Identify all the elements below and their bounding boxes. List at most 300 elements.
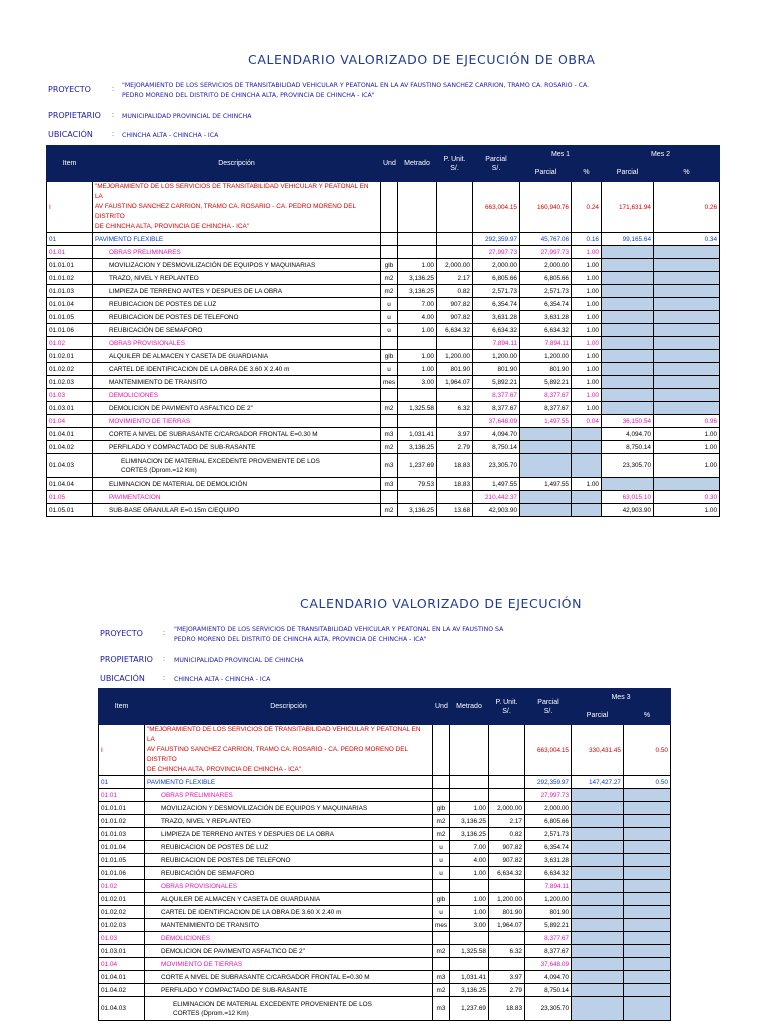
row-description: REUBICACION DE POSTES DE LUZ — [93, 298, 381, 311]
row-description: REUBICACION DE POSTES DE LUZ — [145, 841, 433, 854]
table-row — [99, 841, 671, 854]
row-item: 01.01.03 — [99, 828, 145, 841]
row-description: CARTEL DE IDENTIFICACION DE LA OBRA DE 3.60 X 2.40 m — [145, 906, 433, 919]
row-und: m2 — [381, 402, 398, 415]
row-m1-parcial: 2,000.00 — [520, 259, 572, 272]
row-m1-pct: 1.00 — [572, 337, 602, 350]
row-description: OBRAS PRELIMINARES — [145, 789, 433, 802]
row-und: m2 — [433, 984, 450, 997]
propietario-text: MUNICIPALIDAD PROVINCIAL DE CHINCHA — [122, 113, 252, 120]
table-row — [47, 389, 720, 402]
row-m3-parcial — [572, 893, 624, 906]
row-item: 01.01.04 — [99, 841, 145, 854]
row-parcial: 292,359.97 — [473, 233, 520, 246]
row-punit — [437, 389, 473, 402]
row-description: MOVIMIENTO DE TIERRAS — [93, 415, 381, 428]
row-parcial: 2,000.00 — [473, 259, 520, 272]
row-parcial: 1,497.55 — [473, 478, 520, 491]
header-descripcion: Descripción — [93, 146, 381, 182]
header-parcial-line2: S/. — [543, 707, 553, 715]
row-m2-parcial — [602, 389, 654, 402]
table-row — [99, 880, 671, 893]
row-item: 01.03 — [99, 932, 145, 945]
row-item: 01.01.01 — [47, 259, 93, 272]
row-description: MOVIMIENTO DE TIERRAS — [145, 958, 433, 971]
row-und: m3 — [381, 428, 398, 441]
row-m3-parcial — [572, 997, 624, 1021]
row-metrado: 4.00 — [450, 854, 489, 867]
row-metrado: 7.00 — [450, 841, 489, 854]
row-m2-parcial — [602, 272, 654, 285]
row-parcial: 23,305.70 — [525, 997, 572, 1021]
row-und: m2 — [381, 285, 398, 298]
row-m3-parcial — [572, 802, 624, 815]
row-parcial: 6,634.32 — [473, 324, 520, 337]
row-und: u — [381, 324, 398, 337]
header-punit-line2: S/. — [502, 707, 511, 715]
cell-empty — [450, 725, 489, 776]
row-m2-pct: 1.00 — [654, 504, 720, 517]
row-item: 01 — [47, 233, 93, 246]
row-punit: 6,634.32 — [437, 324, 473, 337]
row-metrado — [398, 337, 437, 350]
row-description: CORTE A NIVEL DE SUBRASANTE C/CARGADOR FRONTAL E=0.30 M — [145, 971, 433, 984]
row-parcial: 7,894.11 — [473, 337, 520, 350]
table-row — [99, 984, 671, 997]
colon: : — [112, 112, 114, 119]
row-und — [433, 958, 450, 971]
row-description: PAVIMENTO FLEXIBLE — [145, 776, 433, 789]
row-punit — [437, 337, 473, 350]
row-m2-pct — [654, 298, 720, 311]
row-parcial: 6,634.32 — [525, 867, 572, 880]
row-m3-parcial — [572, 867, 624, 880]
propietario-text: MUNICIPALIDAD PROVINCIAL DE CHINCHA — [174, 657, 304, 664]
row-description: REUBICACIÓN DE SEMAFORO — [145, 867, 433, 880]
row-metrado — [450, 880, 489, 893]
table-row — [47, 478, 720, 491]
row-und — [433, 932, 450, 945]
row-description: OBRAS PROVISIONALES — [145, 880, 433, 893]
project-desc-line1: "MEJORAMIENTO DE LOS SERVICIOS DE TRANSITABILIDAD VEHICULAR Y PEATONAL EN LA — [95, 183, 369, 200]
table-row — [47, 324, 720, 337]
row-m3-pct — [624, 906, 671, 919]
row-m3-pct — [624, 867, 671, 880]
row-description: CARTEL DE IDENTIFICACION DE LA OBRA DE 3.60 X 2.40 m — [93, 363, 381, 376]
row-description: MOVILIZACION Y DESMOVILIZACIÓN DE EQUIPOS Y MAQUINARIAS — [145, 802, 433, 815]
row-description: LIMPIEZA DE TERRENO ANTES Y DESPUES DE LA OBRA — [145, 828, 433, 841]
row-punit: 6.32 — [437, 402, 473, 415]
row-item: 01.04.03 — [99, 997, 145, 1021]
row-m1-parcial: 5,892.21 — [520, 376, 572, 389]
row-m1-parcial: 1,497.55 — [520, 415, 572, 428]
row-punit: 13.68 — [437, 504, 473, 517]
row-item: 01.02.01 — [47, 350, 93, 363]
row-und: m2 — [381, 441, 398, 454]
table-row — [47, 504, 720, 517]
table-row — [99, 789, 671, 802]
row-m1-parcial: 6,354.74 — [520, 298, 572, 311]
row-metrado: 3,136.25 — [450, 984, 489, 997]
table-row — [99, 815, 671, 828]
row-m3-pct — [624, 815, 671, 828]
row-m1-parcial: 6,805.66 — [520, 272, 572, 285]
table-row — [99, 997, 671, 1021]
row-parcial: 6,354.74 — [473, 298, 520, 311]
table-row — [47, 491, 720, 504]
row-m2-pct — [654, 285, 720, 298]
row-metrado — [398, 233, 437, 246]
row-m3-pct — [624, 893, 671, 906]
row-metrado — [450, 958, 489, 971]
row-punit: 2,000.00 — [489, 802, 525, 815]
row-parcial: 5,892.21 — [473, 376, 520, 389]
row-m2-parcial — [602, 324, 654, 337]
row-und: m3 — [433, 971, 450, 984]
cell-empty — [381, 182, 398, 233]
row-m1-parcial: 27,997.73 — [520, 246, 572, 259]
row-und: u — [381, 363, 398, 376]
table-row — [47, 376, 720, 389]
row-item: 01.01.04 — [47, 298, 93, 311]
header-mes1-pct: % — [572, 164, 602, 182]
row-m3-pct — [624, 880, 671, 893]
row-punit — [437, 246, 473, 259]
project-mes3-pct: 0.50 — [624, 725, 671, 776]
row-m3-pct: 0.50 — [624, 776, 671, 789]
row-m3-parcial — [572, 815, 624, 828]
row-m1-pct: 1.00 — [572, 311, 602, 324]
row-description: DEMOLICIONES — [145, 932, 433, 945]
row-item: 01.01.01 — [99, 802, 145, 815]
row-und: glb — [381, 350, 398, 363]
row-item: 01.01.02 — [47, 272, 93, 285]
row-metrado: 1,325.58 — [398, 402, 437, 415]
row-item: 01.01.03 — [47, 285, 93, 298]
row-metrado: 1.00 — [398, 324, 437, 337]
row-m1-pct — [572, 428, 602, 441]
row-metrado: 79.53 — [398, 478, 437, 491]
row-item: 01.01.02 — [99, 815, 145, 828]
row-description: MANTENIMIENTO DE TRANSITO — [145, 919, 433, 932]
row-item: 01.04.04 — [47, 478, 93, 491]
row-parcial: 8,377.67 — [473, 389, 520, 402]
row-parcial: 3,631.28 — [525, 854, 572, 867]
row-m1-pct — [572, 454, 602, 478]
project-row — [47, 182, 720, 233]
row-description: PAVIMENTO FLEXIBLE — [93, 233, 381, 246]
row-parcial: 8,750.14 — [525, 984, 572, 997]
row-punit: 907.82 — [437, 298, 473, 311]
row-m2-pct — [654, 389, 720, 402]
header-punit-line2: S/. — [450, 164, 459, 172]
row-m1-pct: 1.00 — [572, 402, 602, 415]
row-punit: 18.83 — [437, 454, 473, 478]
table-row — [47, 441, 720, 454]
row-m2-parcial — [602, 478, 654, 491]
table-row — [47, 350, 720, 363]
row-m3-parcial — [572, 880, 624, 893]
row-m2-parcial — [602, 337, 654, 350]
row-m1-parcial: 3,631.28 — [520, 311, 572, 324]
row-metrado: 3,136.25 — [398, 272, 437, 285]
row-item: 01.04.03 — [47, 454, 93, 478]
table-row — [99, 971, 671, 984]
row-item: 01.05.01 — [47, 504, 93, 517]
row-punit — [437, 233, 473, 246]
row-description: REUBICACION DE POSTES DE TELEFONO — [145, 854, 433, 867]
table-row — [99, 893, 671, 906]
row-m3-parcial — [572, 789, 624, 802]
table-row — [99, 932, 671, 945]
row-parcial: 4,094.70 — [473, 428, 520, 441]
row-metrado: 1,237.69 — [398, 454, 437, 478]
row-desc-line1: ELIMINACION DE MATERIAL EXCEDENTE PROVENIENTE DE LOS — [173, 1000, 372, 1008]
row-m1-parcial — [520, 454, 572, 478]
row-description: ELIMINACION DE MATERIAL DE DEMOLICIÓN — [93, 478, 381, 491]
colon: : — [163, 675, 165, 682]
row-m3-parcial — [572, 919, 624, 932]
row-punit: 801.90 — [437, 363, 473, 376]
sheet-title: CALENDARIO VALORIZADO DE EJECUCIÓN DE OBRA — [248, 52, 596, 67]
row-punit: 1,964.07 — [489, 919, 525, 932]
row-item: 01.02.03 — [99, 919, 145, 932]
row-m3-pct — [624, 841, 671, 854]
row-m2-parcial: 42,903.90 — [602, 504, 654, 517]
row-punit: 2,000.00 — [437, 259, 473, 272]
row-metrado: 4.00 — [398, 311, 437, 324]
header-item: Item — [99, 689, 145, 725]
row-und — [381, 491, 398, 504]
row-parcial: 2,571.73 — [525, 828, 572, 841]
row-m2-pct — [654, 478, 720, 491]
row-m2-parcial: 4,094.70 — [602, 428, 654, 441]
header-parcial-line2: S/. — [491, 164, 501, 172]
row-m2-parcial — [602, 285, 654, 298]
row-punit — [437, 415, 473, 428]
row-m2-pct: 1.00 — [654, 454, 720, 478]
row-item: 01.03.01 — [99, 945, 145, 958]
row-parcial: 42,903.90 — [473, 504, 520, 517]
row-parcial: 4,094.70 — [525, 971, 572, 984]
row-parcial: 3,631.28 — [473, 311, 520, 324]
project-item: I — [99, 725, 145, 776]
header-punit — [489, 689, 525, 725]
row-m1-pct: 1.00 — [572, 285, 602, 298]
row-m1-pct: 1.00 — [572, 259, 602, 272]
row-m1-parcial: 1,497.55 — [520, 478, 572, 491]
row-metrado: 1,325.58 — [450, 945, 489, 958]
header-punit — [437, 146, 473, 182]
row-m3-parcial — [572, 906, 624, 919]
row-metrado — [450, 932, 489, 945]
label-ubicacion: UBICACIÓN — [48, 130, 93, 139]
label-proyecto: PROYECTO — [48, 85, 91, 94]
row-m2-pct: 1.00 — [654, 428, 720, 441]
row-m3-pct — [624, 828, 671, 841]
header-parcial-line1: Parcial — [485, 155, 507, 163]
row-m1-pct — [572, 491, 602, 504]
row-description: MANTENIMIENTO DE TRANSITO — [93, 376, 381, 389]
row-metrado: 1.00 — [398, 363, 437, 376]
row-metrado: 1.00 — [450, 906, 489, 919]
row-m1-parcial: 1,200.00 — [520, 350, 572, 363]
row-metrado — [398, 415, 437, 428]
row-m2-pct: 0.96 — [654, 415, 720, 428]
row-punit: 907.82 — [489, 854, 525, 867]
row-item: 01.04.01 — [99, 971, 145, 984]
row-punit: 0.82 — [437, 285, 473, 298]
row-parcial: 37,648.09 — [525, 958, 572, 971]
header-mes2: Mes 2 — [602, 146, 720, 164]
row-description: OBRAS PROVISIONALES — [93, 337, 381, 350]
row-parcial: 6,805.66 — [473, 272, 520, 285]
row-punit: 18.83 — [437, 478, 473, 491]
row-m1-pct: 1.00 — [572, 363, 602, 376]
row-und: glb — [433, 893, 450, 906]
row-m3-pct — [624, 919, 671, 932]
row-und: m2 — [433, 945, 450, 958]
row-description: REUBICACIÓN DE SEMAFORO — [93, 324, 381, 337]
row-item: 01.01 — [47, 246, 93, 259]
table-row — [99, 802, 671, 815]
row-m2-parcial — [602, 298, 654, 311]
row-und — [433, 880, 450, 893]
row-punit: 2.79 — [489, 984, 525, 997]
row-metrado — [398, 491, 437, 504]
row-item: 01.04 — [99, 958, 145, 971]
row-punit: 1,200.00 — [489, 893, 525, 906]
header-und: Und — [381, 146, 398, 182]
header-mes3-pct: % — [624, 707, 671, 725]
row-und: m2 — [433, 815, 450, 828]
project-item: I — [47, 182, 93, 233]
row-description — [93, 454, 381, 478]
row-description: LIMPIEZA DE TERRENO ANTES Y DESPUES DE LA OBRA — [93, 285, 381, 298]
row-m1-pct — [572, 441, 602, 454]
row-item: 01.02.03 — [47, 376, 93, 389]
row-m1-parcial: 8,377.67 — [520, 389, 572, 402]
row-parcial: 1,200.00 — [525, 893, 572, 906]
row-parcial: 8,377.67 — [473, 402, 520, 415]
row-metrado: 3,136.25 — [450, 828, 489, 841]
row-und: glb — [381, 259, 398, 272]
table-row — [47, 233, 720, 246]
row-metrado: 1,237.69 — [450, 997, 489, 1021]
project-row — [99, 725, 671, 776]
row-metrado: 3,136.25 — [398, 441, 437, 454]
row-item: 01.05 — [47, 491, 93, 504]
row-m1-pct: 1.00 — [572, 324, 602, 337]
row-punit — [489, 776, 525, 789]
table-row — [47, 259, 720, 272]
row-punit — [489, 789, 525, 802]
table-row — [99, 919, 671, 932]
project-parcial: 663,004.15 — [473, 182, 520, 233]
row-description — [145, 997, 433, 1021]
row-und: m3 — [381, 454, 398, 478]
row-punit: 2.17 — [437, 272, 473, 285]
row-punit: 6.32 — [489, 945, 525, 958]
row-m2-pct — [654, 324, 720, 337]
colon: : — [112, 86, 114, 93]
row-m2-pct: 0.30 — [654, 491, 720, 504]
row-desc-line2: CORTES (Dprom.=12 Km) — [121, 466, 197, 474]
row-m2-pct — [654, 259, 720, 272]
row-item: 01.01.05 — [47, 311, 93, 324]
row-m3-parcial — [572, 854, 624, 867]
row-item: 01.02.01 — [99, 893, 145, 906]
label-proyecto: PROYECTO — [100, 629, 143, 638]
row-punit: 907.82 — [489, 841, 525, 854]
row-item: 01.02 — [99, 880, 145, 893]
row-m3-pct — [624, 802, 671, 815]
row-item: 01.04.01 — [47, 428, 93, 441]
row-und: u — [433, 867, 450, 880]
row-metrado — [398, 389, 437, 402]
row-description: REUBICACION DE POSTES DE TELEFONO — [93, 311, 381, 324]
row-m1-pct: 0.04 — [572, 415, 602, 428]
row-parcial: 27,997.73 — [473, 246, 520, 259]
row-m1-parcial — [520, 491, 572, 504]
row-description: DEMOLICION DE PAVIMENTO ASFALTICO DE 2" — [93, 402, 381, 415]
header-mes3: Mes 3 — [572, 689, 671, 707]
row-m3-parcial — [572, 932, 624, 945]
row-parcial: 1,200.00 — [473, 350, 520, 363]
row-parcial: 292,359.97 — [525, 776, 572, 789]
row-m3-parcial — [572, 971, 624, 984]
row-metrado: 3.00 — [450, 919, 489, 932]
table-row — [47, 285, 720, 298]
row-m1-parcial: 45,767.06 — [520, 233, 572, 246]
proyecto-text-2: PEDRO MORENO DEL DISTRITO DE CHINCHA ALTA, PROVINCIA DE CHINCHA - ICA" — [174, 636, 427, 643]
row-parcial: 210,442.37 — [473, 491, 520, 504]
row-punit: 0.82 — [489, 828, 525, 841]
row-m1-parcial: 2,571.73 — [520, 285, 572, 298]
row-parcial: 23,305.70 — [473, 454, 520, 478]
row-item: 01.02 — [47, 337, 93, 350]
header-mes1-parcial: Parcial — [520, 164, 572, 182]
row-description: PERFILADO Y COMPACTADO DE SUB-RASANTE — [93, 441, 381, 454]
label-propietario: PROPIETARIO — [48, 111, 101, 120]
row-m3-pct — [624, 932, 671, 945]
row-metrado: 1.00 — [398, 350, 437, 363]
row-parcial: 5,892.21 — [525, 919, 572, 932]
table-row — [99, 828, 671, 841]
row-und: m2 — [381, 504, 398, 517]
project-desc-line1: "MEJORAMIENTO DE LOS SERVICIOS DE TRANSITABILIDAD VEHICULAR Y PEATONAL EN LA — [147, 726, 421, 743]
row-und — [381, 337, 398, 350]
row-parcial: 37,648.09 — [473, 415, 520, 428]
row-m2-parcial: 36,150.54 — [602, 415, 654, 428]
sheet-2 — [0, 540, 768, 1024]
row-punit: 18.83 — [489, 997, 525, 1021]
project-mes3-parcial: 330,431.45 — [572, 725, 624, 776]
row-m1-parcial: 7,894.11 — [520, 337, 572, 350]
header-mes3-parcial: Parcial — [572, 707, 624, 725]
label-propietario: PROPIETARIO — [100, 655, 153, 664]
table-row — [47, 298, 720, 311]
row-m2-parcial: 8,750.14 — [602, 441, 654, 454]
table-row — [47, 428, 720, 441]
row-desc-line1: ELIMINACION DE MATERIAL EXCEDENTE PROVENIENTE DE LOS — [121, 457, 320, 465]
row-m2-parcial: 23,305.70 — [602, 454, 654, 478]
colon: : — [163, 630, 165, 637]
table-row — [47, 402, 720, 415]
row-und — [381, 246, 398, 259]
row-parcial: 8,377.67 — [525, 932, 572, 945]
row-und: u — [433, 841, 450, 854]
